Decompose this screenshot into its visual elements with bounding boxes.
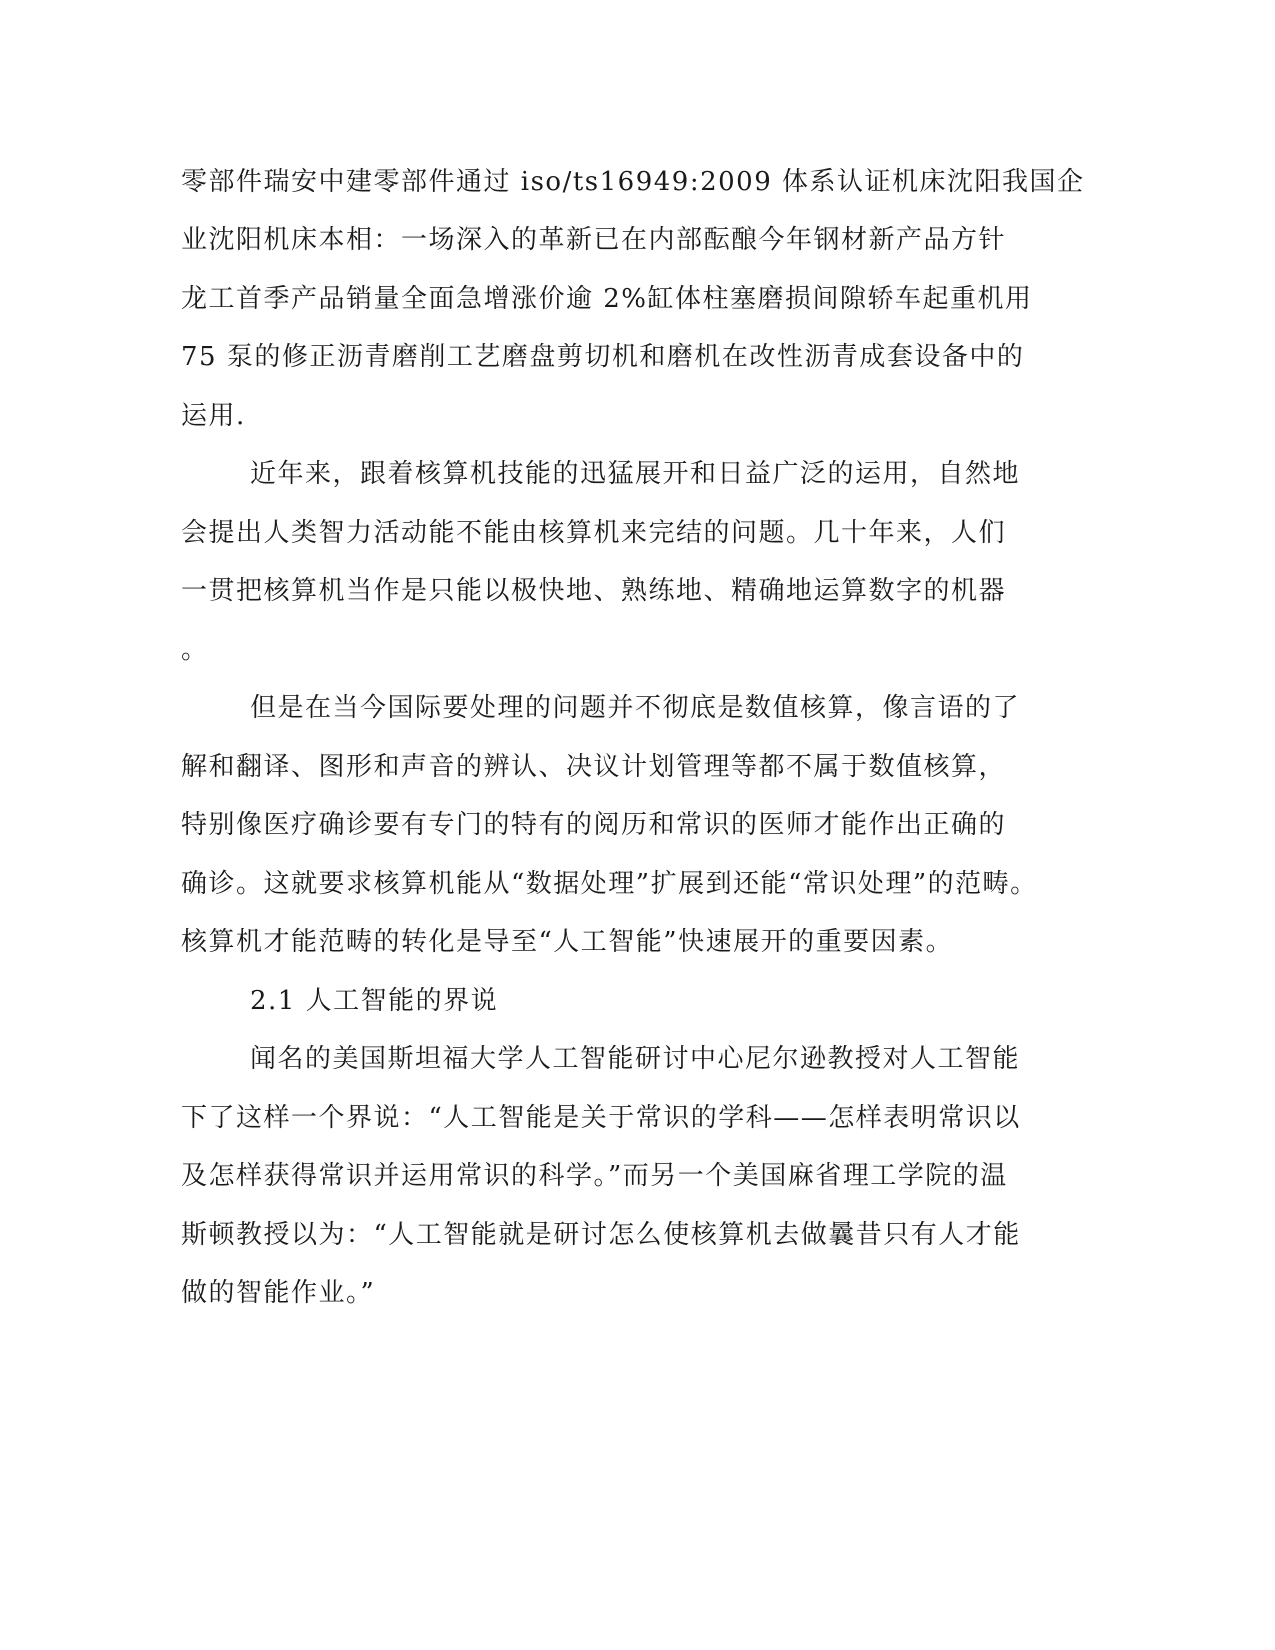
text-line: 75 泵的修正沥青磨削工艺磨盘剪切机和磨机在改性沥青成套设备中的: [181, 342, 1025, 372]
text-line: 零部件瑞安中建零部件通过 iso/ts16949:2009 体系认证机床沈阳我国企: [181, 167, 1085, 197]
text-line: 斯顿教授以为：“人工智能就是研讨怎么使核算机去做曩昔只有人才能: [181, 1220, 1021, 1250]
text-line: 近年来，跟着核算机技能的迅猛展开和日益广泛的运用，自然地: [250, 459, 1021, 489]
text-line: 特别像医疗确诊要有专门的特有的阅历和常识的医师才能作出正确的: [181, 810, 1007, 840]
text-line: 解和翻译、图形和声音的辨认、决议计划管理等都不属于数值核算，: [181, 752, 1007, 782]
text-line: 运用.: [181, 401, 246, 431]
section-heading: 2.1 人工智能的界说: [250, 986, 499, 1016]
text-line: 核算机才能范畴的转化是导至“人工智能”快速展开的重要因素。: [181, 927, 954, 957]
text-line: 。: [181, 635, 209, 665]
text-line: 闻名的美国斯坦福大学人工智能研讨中心尼尔逊教授对人工智能: [250, 1044, 1021, 1074]
text-line: 但是在当今国际要处理的问题并不彻底是数值核算，像言语的了: [250, 693, 1021, 723]
text-line: 做的智能作业。”: [181, 1278, 376, 1308]
text-line: 及怎样获得常识并运用常识的科学。”而另一个美国麻省理工学院的温: [181, 1161, 1008, 1191]
text-line: 确诊。这就要求核算机能从“数据处理”扩展到还能“常识处理”的范畴。: [181, 869, 1038, 899]
text-line: 业沈阳机床本相：一场深入的革新已在内部酝酿今年钢材新产品方针: [181, 225, 1007, 255]
text-line: 一贯把核算机当作是只能以极快地、熟练地、精确地运算数字的机器: [181, 576, 1007, 606]
text-line: 下了这样一个界说：“人工智能是关于常识的学科——怎样表明常识以: [181, 1103, 1021, 1133]
text-line: 龙工首季产品销量全面急增涨价逾 2%缸体柱塞磨损间隙轿车起重机用: [181, 284, 1033, 314]
text-line: 会提出人类智力活动能不能由核算机来完结的问题。几十年来，人们: [181, 518, 1007, 548]
